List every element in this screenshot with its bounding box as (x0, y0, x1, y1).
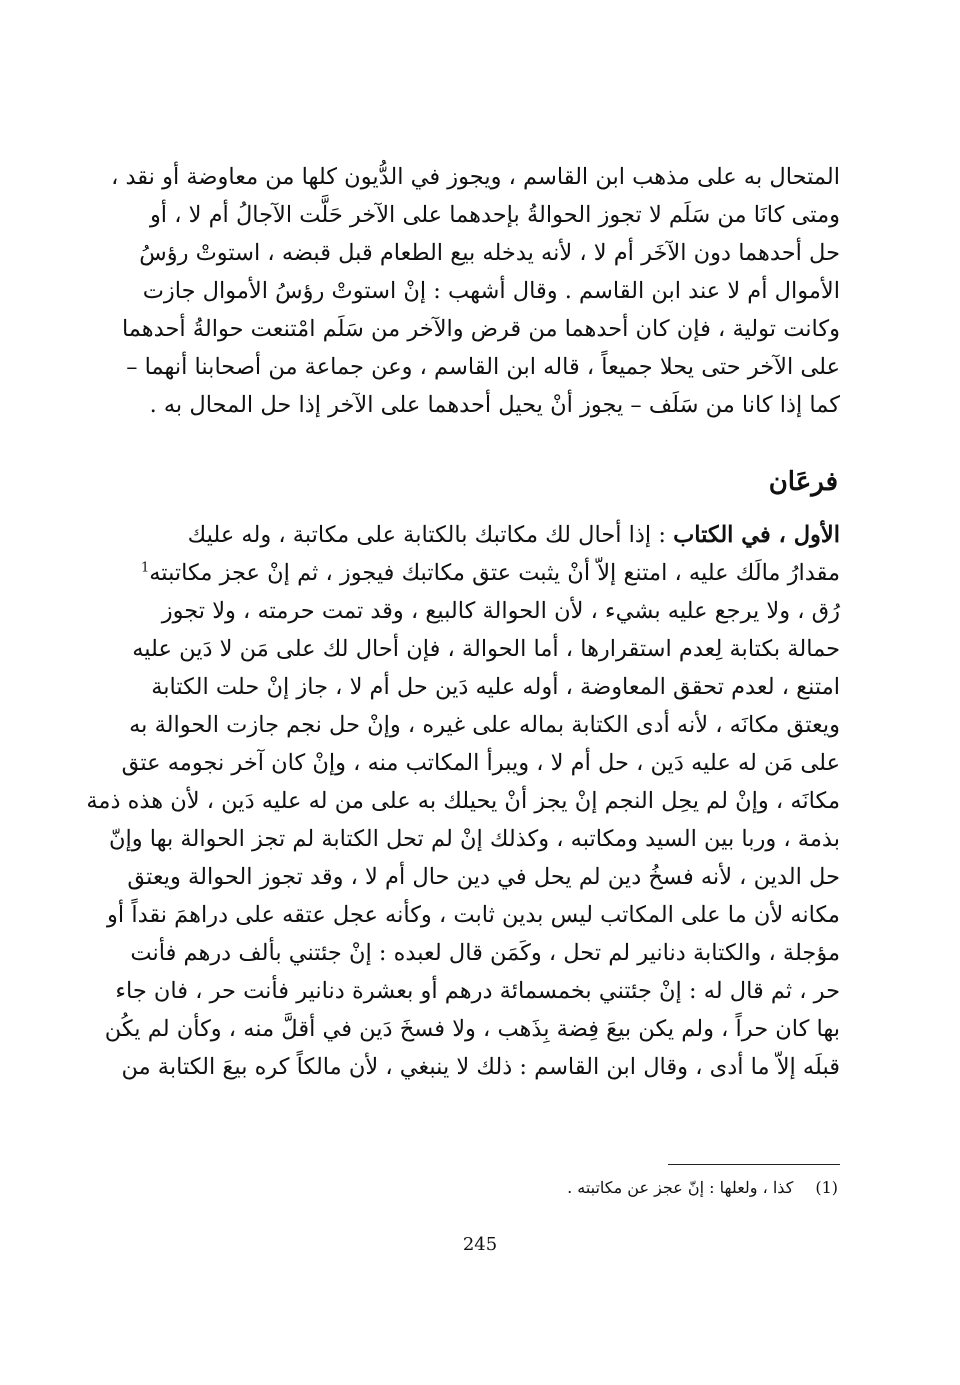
text-line: قبلَه إلاّ ما أدى ، وقال ابن القاسم : ذلك لا ينبغي ، لأن مالكاً كره بيعَ الكتابة من (121, 1054, 840, 1080)
text-line: مكانَه ، وإنْ لم يحِل النجم إنْ يجز أنْ يحيلك به على من له عليه دَين ، لأن هذه ذمة (86, 788, 840, 814)
page-number: 245 (462, 1234, 498, 1255)
text-line: حل أحدهما دون الآخَر أم لا ، لأنه يدخله بيع الطعام قبل قبضه ، استوتْ رؤسُ (139, 240, 840, 266)
paragraph-1 (111, 158, 840, 424)
text-line (160, 516, 840, 554)
text-line: الأموال أم لا عند ابن القاسم . وقال أشهب : إنْ استوتْ رؤسُ الأموال جازت (142, 278, 840, 304)
text-line: بها كان حراً ، ولم يكن بيعَ فِضة بِذَهب ، ولا فسخَ دَين في أقلَّ منه ، وكأن لم يكُن (104, 1016, 840, 1042)
footnote (438, 1175, 838, 1201)
footnote-text: كذا ، ولعلها : إنّ عجز عن مكاتبته . (567, 1178, 794, 1197)
footnote-number: (1) (815, 1178, 838, 1197)
text-line-content: مقدارُ مالَك عليه ، امتنع إلاّ أنْ يثبت عتق مكاتبك فيجوز ، ثم إنْ عجز مكاتبته (149, 560, 840, 586)
text-line: وكانت تولية ، فإن كان أحدهما من قرض والآخر من سَلَم امْتنعت حوالةُ أحدهما (121, 316, 840, 342)
text-line: على مَن له عليه دَين ، حل أم لا ، ويبرأ المكاتب منه ، وإنْ كان آخر نجومه عتق (121, 750, 840, 776)
paragraph-2 (86, 516, 840, 1086)
text-line: مكانه لأن ما على المكاتب ليس بدين ثابت ، وكأنه عجل عتقه على دراهمَ نقداً أو (107, 902, 840, 928)
text-line: امتنع ، لعدم تحقق المعاوضة ، أوله عليه دَين حل أم لا ، جاز إنْ حلت الكتابة (151, 674, 840, 700)
text-line: على الآخر حتى يحلا جميعاً ، قاله ابن القاسم ، وعن جماعة من أصحابنا أنهما – (126, 354, 840, 380)
text-line: ومتى كانَا من سَلَم لا تجوز الحوالةُ بإحدهما على الآخر حَلَّت الآجالُ أم لا ، أو (149, 202, 840, 228)
text-line: رُق ، ولا يرجع عليه بشيء ، لأن الحوالة كالبيع ، وقد تمت حرمته ، ولا تجوز (161, 598, 840, 624)
text-line: بذمة ، وربا بين السيد ومكاتبه ، وكذلك إنْ لم تحل الكتابة لم تجز الحوالة بها وإنّ (109, 826, 840, 852)
section-heading: فرعَان (768, 467, 838, 497)
text-line: كما إذا كانا من سَلَف – يجوز أنْ يحيل أحدهما على الآخر إذا حل المحال به . (149, 392, 840, 418)
text-line: ويعتق مكانَه ، لأنه أدى الكتابة بماله على غيره ، وإنْ حل نجم جازت الحوالة به (129, 712, 840, 738)
lead-phrase: الأول ، في الكتاب (673, 522, 840, 548)
text-line-rest: : إذا أحال لك مكاتبك بالكتابة على مكاتبة ، وله عليك (187, 522, 674, 548)
footnote-divider (668, 1164, 840, 1165)
footnote-marker: 1 (140, 560, 150, 576)
text-line: المتحال به على مذهب ابن القاسم ، ويجوز في الدُّيون كلها من معاوضة أو نقد ، (111, 164, 840, 190)
text-line: حمالة بكتابة لِعدم استقرارها ، أما الحوالة ، فإن أحال لك على مَن لا دَين عليه (132, 636, 840, 662)
text-line: حل الدين ، لأنه فسخُ دين لم يحل في دين حال أم لا ، وقد تجوز الحوالة ويعتق (127, 864, 840, 890)
text-line: حر ، ثم قال له : إنْ جئتني بخمسمائة درهم أو بعشرة دنانير فأنت حر ، فان جاء (115, 978, 840, 1004)
text-line: مؤجلة ، والكتابة دنانير لم تحل ، وكَمَن قال لعبده : إنْ جئتني بألف درهم فأنت (130, 940, 840, 966)
text-line (140, 554, 840, 592)
